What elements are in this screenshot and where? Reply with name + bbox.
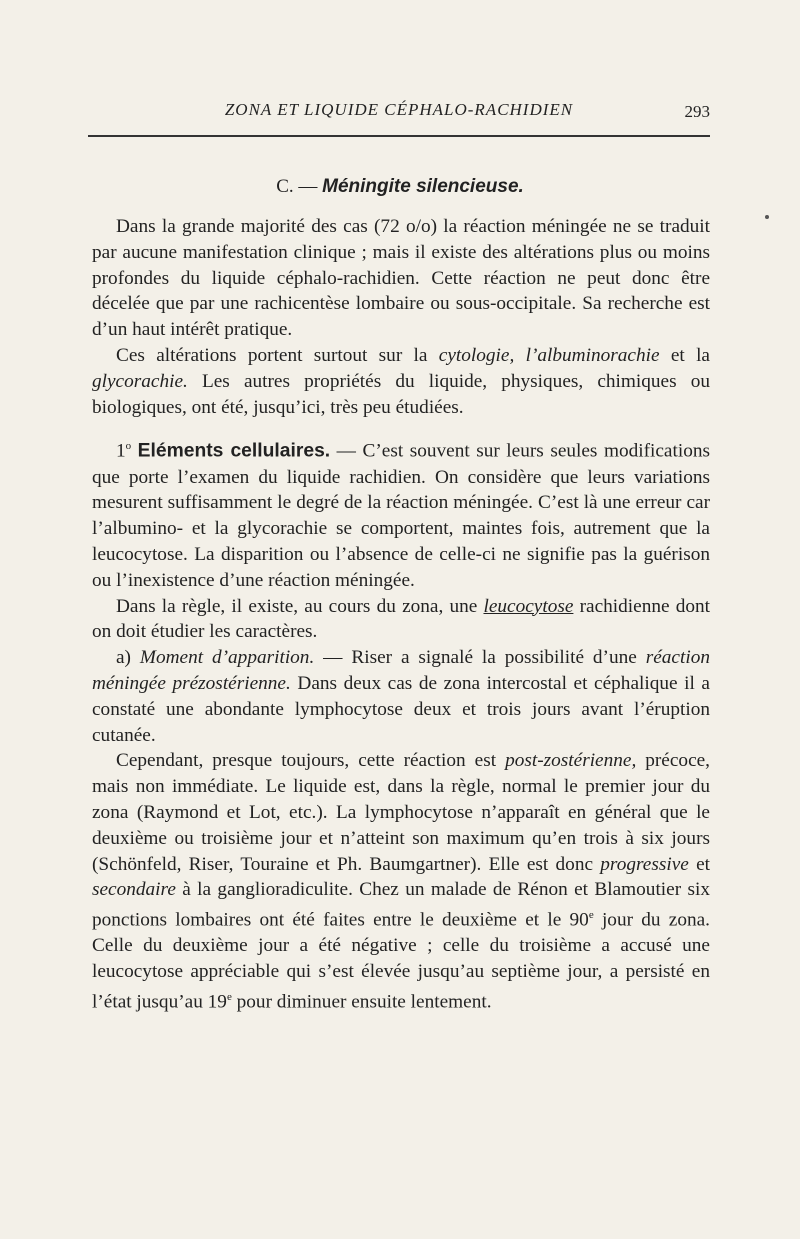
italic-term: post-zostérienne,	[505, 750, 637, 772]
text-run: Les autres propriétés du liquide, physiques, chimiques ou biologiques, ont été, jusqu’ici, très peu étudiées.	[92, 370, 710, 418]
superscript: e	[588, 909, 594, 922]
italic-term: progressive	[600, 853, 689, 875]
text-run: précoce, mais non immédiate. Le liquide est, dans la règle, normal le premier jour du zona (Raymond et Lot, etc.). La lymphocytose n’apparaît en général que le deuxième ou troisième jour et n’atteint son maximum qu’en trois à six jours (Schönfeld, Riser, Touraine et Ph. Baumgartner). Elle est donc	[92, 750, 711, 875]
paragraph-6	[92, 748, 710, 1015]
text-run: — Riser a signalé la possibilité d’une	[314, 647, 646, 669]
italic-term: secondaire	[92, 879, 176, 901]
italic-term: leucocytose	[483, 595, 574, 617]
paragraph-3	[92, 434, 710, 593]
text-run: et la	[659, 344, 710, 366]
text-run: Dans deux cas de zona intercostal et céphalique il a constaté une abondante lymphocytose deux et trois jours avant l’éruption cutanée.	[92, 672, 710, 746]
paragraph-2	[92, 343, 710, 420]
section-subheading	[0, 176, 800, 198]
superscript: e	[226, 990, 232, 1003]
section-heading: Eléments cellulaires.	[137, 440, 331, 462]
text-run: Ces altérations portent surtout sur la	[116, 344, 439, 366]
text-run: a)	[116, 647, 140, 669]
italic-term: glycorachie.	[92, 370, 188, 392]
page-header	[88, 100, 710, 130]
text-run: à la ganglioradiculite. Chez un malade de Rénon et Blamoutier six ponctions lombaires ont été faites entre le deuxième et le 90	[92, 879, 710, 931]
text-run	[514, 345, 525, 366]
text-run: — C’est souvent sur leurs seules modifications que porte l’examen du liquide rachidien. On considère que leurs variations mesurent suffisamment le degré de la réaction méningée. C’est là une erreur car l’albumino- et la glycorachie se comportent, maintes fois, autrement que la leucocytose. La disparition ou l’absence de celle-ci ne signifie pas la guérison ou l’inexistence d’une réaction méningée.	[92, 440, 710, 591]
italic-term: Moment d’apparition.	[139, 647, 315, 669]
italic-term: cytologie,	[438, 344, 515, 366]
page-number: 293	[684, 102, 710, 121]
text-run: pour diminuer ensuite lentement.	[231, 991, 492, 1013]
italic-term: l’albuminorachie	[525, 344, 660, 366]
running-title: ZONA ET LIQUIDE CÉPHALO-RACHIDIEN	[224, 100, 574, 119]
text-run: Dans la grande majorité des cas (72 o/o) la réaction méningée ne se traduit par aucune manifestation clinique ; mais il existe des altérations plus ou moins profondes du liquide céphalo-rachidien. Cette réaction ne peut donc être décelée que par une rachicentèse lombaire ou sous-occipitale. Sa recherche est d’un haut intérêt pratique.	[92, 216, 710, 341]
italic-term: réaction méningée prézostérienne.	[92, 647, 710, 694]
section-number: 1	[116, 440, 126, 462]
subheading-title: Méningite silencieuse.	[322, 176, 524, 197]
paragraph-1	[92, 214, 710, 343]
paragraph-5	[92, 645, 710, 748]
text-run: Dans la règle, il existe, au cours du zona, une	[116, 595, 484, 617]
text-run: jour du zona. Celle du deuxième jour a été négative ; celle du troisième a accusé une leucocytose appréciable qui s’est élevée jusqu’au septième jour, a persisté en l’état jusqu’au 19	[92, 909, 710, 1013]
text-run: et	[688, 853, 710, 875]
subheading-letter: C. —	[276, 176, 318, 197]
text-run: rachidienne dont on doit étudier les caractères.	[92, 595, 710, 643]
superscript: o	[125, 440, 132, 453]
text-run: Cependant, presque toujours, cette réaction est	[116, 750, 506, 772]
print-speck	[765, 215, 769, 219]
header-rule	[88, 135, 710, 137]
paragraph-4	[92, 594, 710, 646]
body-text	[92, 214, 710, 1015]
